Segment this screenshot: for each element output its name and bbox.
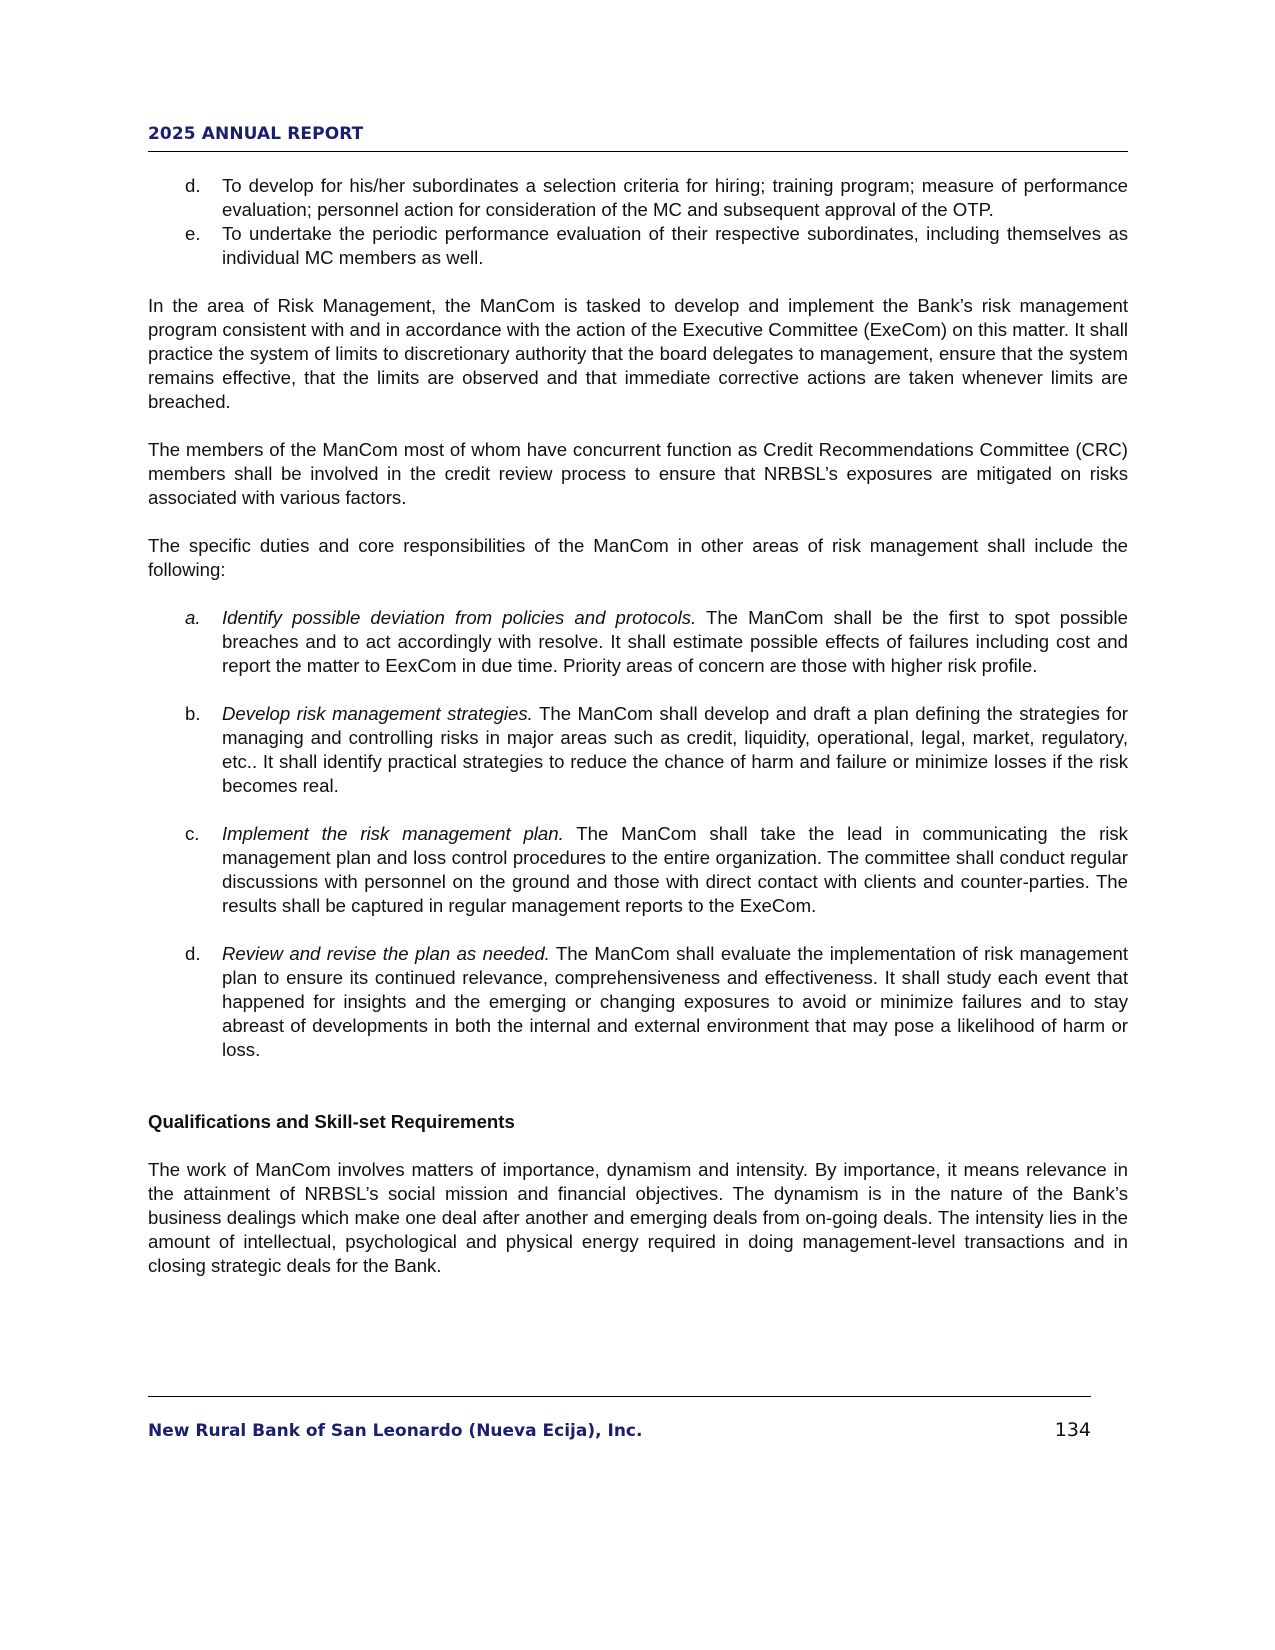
list-marker: b.: [185, 703, 201, 724]
risk-management-paragraph: In the area of Risk Management, the ManCom is tasked to develop and implement the Bank’s risk management program consistent with and in accordance with the action of the Executive Committee (ExeCom) on this matter. It shall practice the system of limits to discretionary authority that the board delegates to management, ensure that the system remains effective, that the limits are observed and that immediate corrective actions are taken whenever limits are breached.: [148, 295, 1128, 412]
list-marker: e.: [185, 223, 201, 244]
footer-organization: New Rural Bank of San Leonardo (Nueva Ecija), Inc.: [148, 1421, 643, 1441]
list-item: [148, 222, 1128, 270]
list-item-text: To develop for his/her subordinates a selection criteria for hiring; training program; measure of performance evaluation; personnel action for consideration of the MC and subsequent approval of the OTP.: [222, 175, 1128, 220]
list-item: [148, 822, 1128, 918]
list-item-lead: Develop risk management strategies.: [222, 703, 533, 724]
risk-duties-list: [148, 606, 1128, 1062]
list-item-text: The ManCom shall evaluate the implementation of risk management plan to ensure its continued relevance, comprehensiveness and effectiveness. It shall study each event that happened for insights and the emerging or changing exposures to avoid or minimize failures and to stay abreast of developments in both the internal and external environment that may pose a likelihood of harm or loss.: [222, 943, 1128, 1060]
list-item-text: The ManCom shall develop and draft a plan defining the strategies for managing and controlling risks in major areas such as credit, liquidity, operational, legal, market, regulatory, etc.. It shall identify practical strategies to reduce the chance of harm and failure or minimize losses if the risk becomes real.: [222, 703, 1128, 796]
list-marker: a.: [185, 607, 201, 628]
page-number: 134: [1054, 1419, 1091, 1441]
list-item-lead: Implement the risk management plan.: [222, 823, 564, 844]
crc-paragraph: The members of the ManCom most of whom have concurrent function as Credit Recommendations Committee (CRC) members shall be involved in the credit review process to ensure that NRBSL’s exposures are mitigated on risks associated with various factors.: [148, 439, 1128, 508]
qualifications-heading: Qualifications and Skill-set Requirements: [148, 1111, 515, 1132]
list-item-text: The ManCom shall take the lead in communicating the risk management plan and loss control procedures to the entire organization. The committee shall conduct regular discussions with personnel on the ground and those with direct contact with clients and counter-parties. The results shall be captured in regular management reports to the ExeCom.: [222, 823, 1128, 916]
list-item: [148, 702, 1128, 798]
responsibilities-list: [148, 174, 1128, 270]
list-marker: d.: [185, 175, 201, 196]
document-body: [148, 174, 1128, 1302]
list-item: [148, 942, 1128, 1062]
qualifications-paragraph: The work of ManCom involves matters of importance, dynamism and intensity. By importance, it means relevance in the attainment of NRBSL’s social mission and financial objectives. The dynamism is in the nature of the Bank’s business dealings which make one deal after another and emerging deals from on-going deals. The intensity lies in the amount of intellectual, psychological and physical energy required in doing management-level transactions and in closing strategic deals for the Bank.: [148, 1159, 1128, 1276]
list-item: [148, 606, 1128, 678]
list-marker: c.: [185, 823, 200, 844]
list-item-lead: Identify possible deviation from policies and protocols.: [222, 607, 697, 628]
list-item-text: The ManCom shall be the first to spot possible breaches and to act accordingly with resolve. It shall estimate possible effects of failures including cost and report the matter to EexCom in due time. Priority areas of concern are those with higher risk profile.: [222, 607, 1128, 676]
page-footer: [148, 1396, 1091, 1441]
list-item-text: To undertake the periodic performance evaluation of their respective subordinates, including themselves as individual MC members as well.: [222, 223, 1128, 268]
list-marker: d.: [185, 943, 201, 964]
list-item: [148, 174, 1128, 222]
list-item-lead: Review and revise the plan as needed.: [222, 943, 550, 964]
page-header: [148, 121, 1128, 152]
duties-intro-paragraph: The specific duties and core responsibilities of the ManCom in other areas of risk management shall include the following:: [148, 535, 1128, 580]
report-title: 2025 ANNUAL REPORT: [148, 124, 364, 144]
